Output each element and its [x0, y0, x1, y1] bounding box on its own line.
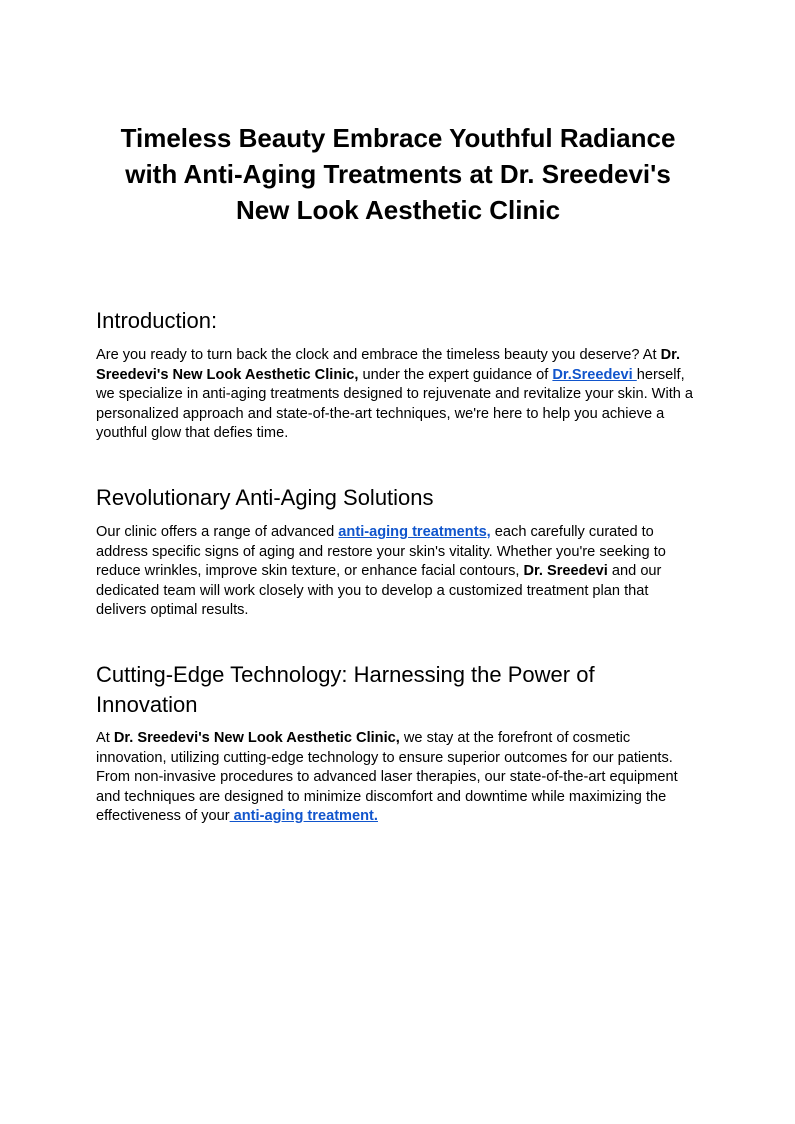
doctor-name-bold: Dr. Sreedevi [523, 563, 608, 579]
section-heading-revolutionary: Revolutionary Anti-Aging Solutions [96, 485, 434, 510]
paragraph-text: Our clinic offers a range of advanced [96, 524, 339, 540]
section-heading-technology: Cutting-Edge Technology: Harnessing the Power of Innovation [96, 662, 595, 717]
paragraph-text: and our dedicated team will work closely with you to develop a customized treatment plan that delivers optimal results. [96, 563, 662, 618]
paragraph-text: At [96, 730, 114, 746]
anti-aging-treatment-link[interactable]: anti-aging treatment. [229, 808, 378, 824]
section-cutting-edge-technology [96, 660, 700, 827]
dr-sreedevi-link[interactable]: Dr.Sreedevi [552, 366, 637, 383]
section-paragraph-technology [96, 729, 700, 827]
section-paragraph-revolutionary [96, 523, 700, 621]
section-paragraph-introduction [96, 346, 700, 444]
section-revolutionary-solutions [96, 483, 700, 621]
clinic-name-bold: Dr. Sreedevi's New Look Aesthetic Clinic, [113, 730, 400, 746]
section-introduction [96, 306, 700, 444]
paragraph-text: herself, we specialize in anti-aging treatments designed to rejuvenate and revitalize your skin. With a personalized approach and state-of-the-art techniques, we're here to help you achieve a youthful glow that defies time. [96, 366, 694, 441]
paragraph-text: Are you ready to turn back the clock and embrace the timeless beauty you deserve? At [96, 347, 661, 363]
paragraph-text: we stay at the forefront of cosmetic innovation, utilizing cutting-edge technology to ensure superior outcomes for our patients. From non-invasive procedures to advanced laser therapies, our state-of-the-art equipment and techniques are designed to minimize discomfort and downtime while maximizing the effectiveness of your [96, 730, 678, 824]
clinic-name-bold: Dr. Sreedevi's New Look Aesthetic Clinic, [96, 347, 681, 383]
document-title: Timeless Beauty Embrace Youthful Radiance with Anti-Aging Treatments at Dr. Sreedevi's New Look Aesthetic Clinic [120, 123, 676, 225]
paragraph-text: each carefully curated to address specific signs of aging and restore your skin's vitality. Whether you're seeking to reduce wrinkles, improve skin texture, or enhance facial contours, [96, 524, 666, 579]
anti-aging-treatments-link[interactable]: anti-aging treatments, [338, 524, 491, 540]
paragraph-text: under the expert guidance of [358, 366, 553, 383]
section-heading-introduction: Introduction: [96, 308, 218, 333]
